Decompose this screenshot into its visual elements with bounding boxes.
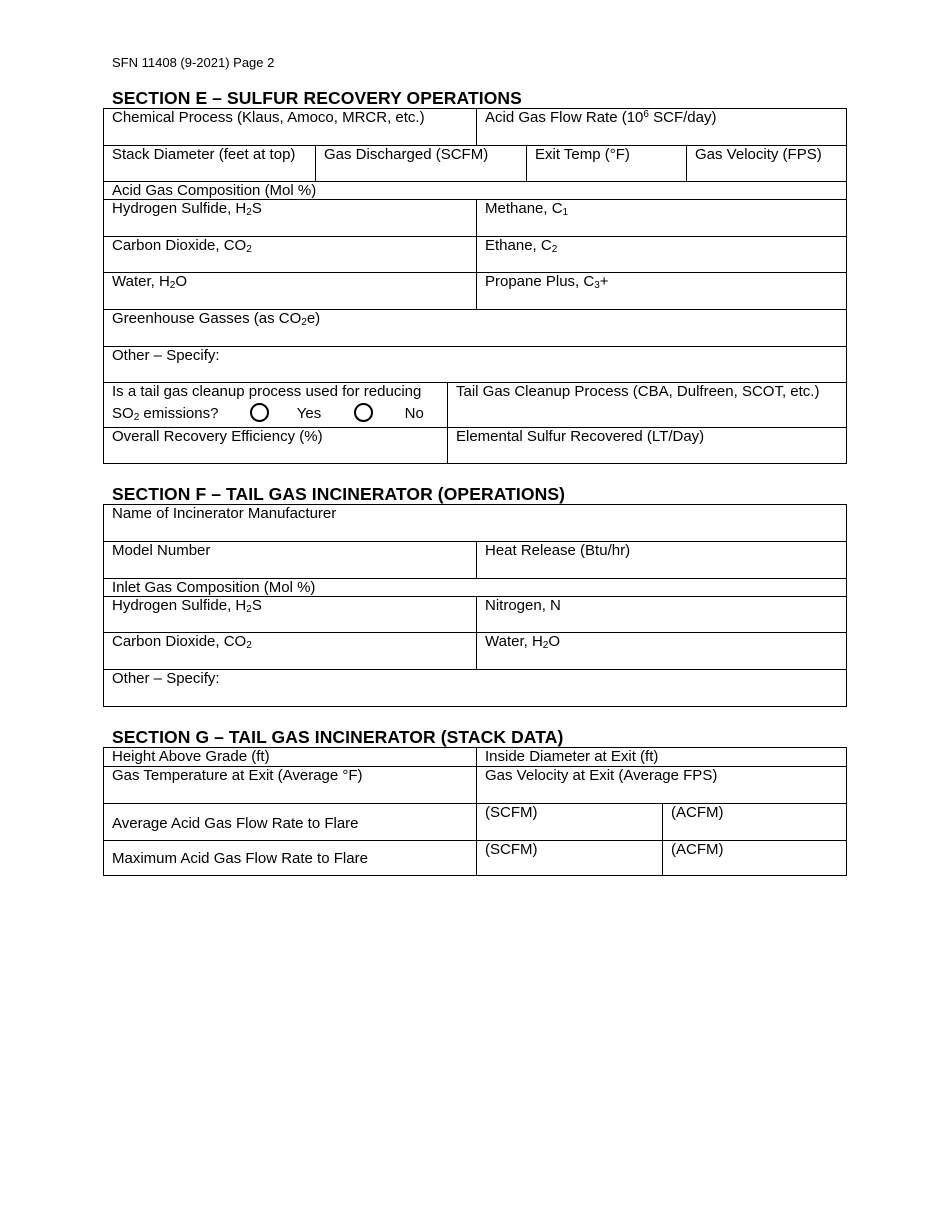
row-incinerator-other: [104, 669, 846, 706]
row-inlet-composition: [104, 578, 846, 597]
exit-temp-label: Exit Temp (°F): [535, 146, 630, 163]
carbon-dioxide-label: Carbon Dioxide, $CO_2$: [112, 237, 252, 255]
incinerator-co2-field[interactable]: [104, 633, 476, 670]
manufacturer-label: Name of Incinerator Manufacturer: [112, 505, 337, 522]
model-number-label: Model Number: [112, 542, 211, 559]
so2-emissions-label: $SO_2$ emissions?: [112, 405, 219, 423]
elemental-sulfur-field[interactable]: [447, 428, 846, 463]
height-above-grade-label: Height Above Grade (ft): [112, 748, 270, 765]
so2-emissions-line: [112, 403, 424, 423]
maximum-flow-acfm-label: (ACFM): [671, 841, 724, 858]
gas-temperature-field[interactable]: [104, 767, 476, 804]
incinerator-other-field[interactable]: [104, 670, 846, 706]
row-h2s-nitrogen: [104, 596, 846, 633]
gas-discharged-label: Gas Discharged (SCFM): [324, 146, 489, 163]
greenhouse-gasses-field[interactable]: [104, 310, 846, 347]
row-greenhouse: [104, 309, 846, 347]
chemical-process-label: Chemical Process (Klaus, Amoco, MRCR, etc.): [112, 109, 425, 126]
no-label: No: [404, 405, 424, 422]
incinerator-h2s-field[interactable]: [104, 597, 476, 633]
other-specify-field[interactable]: [104, 347, 846, 383]
section-g-form: [103, 747, 847, 876]
ethane-label: Ethane, $C_2$: [485, 237, 558, 255]
stack-diameter-label: Stack Diameter (feet at top): [112, 146, 296, 163]
row-h2s-methane: [104, 199, 846, 237]
row-maximum-flow: [104, 840, 846, 875]
other-specify-label: Other – Specify:: [112, 347, 220, 364]
maximum-flow-acfm-field[interactable]: [662, 841, 846, 875]
methane-field[interactable]: [476, 200, 846, 237]
greenhouse-gasses-label: Greenhouse Gasses (as $CO_2e$): [112, 310, 321, 328]
yes-radio[interactable]: [250, 403, 269, 422]
average-flow-label-cell: [104, 804, 476, 841]
nitrogen-label: Nitrogen, N: [485, 597, 561, 614]
row-height-diameter: [104, 748, 846, 766]
row-manufacturer: [104, 505, 846, 541]
inlet-gas-composition-heading: Inlet Gas Composition (Mol %): [112, 579, 316, 596]
row-water-propane: [104, 272, 846, 310]
maximum-flow-scfm-field[interactable]: [476, 841, 662, 875]
incinerator-h2s-label: Hydrogen Sulfide, $H_2S$: [112, 597, 262, 615]
row-average-flow: [104, 803, 846, 841]
gas-temperature-label: Gas Temperature at Exit (Average °F): [112, 767, 363, 784]
inside-diameter-field[interactable]: [476, 748, 846, 766]
height-above-grade-field[interactable]: [104, 748, 476, 766]
row-temp-velocity: [104, 766, 846, 804]
methane-label: Methane, $C_1$: [485, 200, 569, 218]
carbon-dioxide-field[interactable]: [104, 237, 476, 273]
row-chemical-process: [104, 109, 846, 145]
chemical-process-field[interactable]: [104, 109, 476, 145]
row-acid-gas-composition: [104, 181, 846, 200]
exit-temp-field[interactable]: [526, 146, 686, 182]
maximum-flow-scfm-label: (SCFM): [485, 841, 538, 858]
incinerator-water-label: Water, $H_2O$: [485, 633, 561, 651]
row-recovery: [104, 427, 846, 463]
average-flow-label: Average Acid Gas Flow Rate to Flare: [112, 814, 359, 832]
incinerator-co2-label: Carbon Dioxide, $CO_2$: [112, 633, 252, 651]
maximum-flow-label-cell: [104, 841, 476, 875]
exit-velocity-label: Gas Velocity at Exit (Average FPS): [485, 767, 718, 784]
acid-gas-composition-heading: Acid Gas Composition (Mol %): [112, 182, 317, 199]
row-co2-ethane: [104, 236, 846, 273]
propane-label: Propane Plus, $C_3+$: [485, 273, 609, 291]
section-e-title: SECTION E – SULFUR RECOVERY OPERATIONS: [112, 88, 522, 108]
overall-recovery-field[interactable]: [104, 428, 447, 463]
exit-velocity-field[interactable]: [476, 767, 846, 804]
incinerator-water-field[interactable]: [476, 633, 846, 670]
acid-gas-flow-label: Acid Gas Flow Rate ($10^6$ SCF/day): [485, 109, 717, 126]
incinerator-other-label: Other – Specify:: [112, 670, 220, 687]
water-field[interactable]: [104, 273, 476, 310]
manufacturer-field[interactable]: [104, 505, 846, 541]
tail-gas-question-label: Is a tail gas cleanup process used for reducing: [112, 383, 422, 400]
row-other: [104, 346, 846, 383]
overall-recovery-label: Overall Recovery Efficiency (%): [112, 428, 323, 445]
form-id: SFN 11408 (9-2021) Page 2: [112, 55, 275, 70]
gas-velocity-label: Gas Velocity (FPS): [695, 146, 822, 163]
row-tail-gas: [104, 382, 846, 428]
average-flow-scfm-field[interactable]: [476, 804, 662, 841]
ethane-field[interactable]: [476, 237, 846, 273]
gas-discharged-field[interactable]: [315, 146, 526, 182]
section-g-title: SECTION G – TAIL GAS INCINERATOR (STACK DATA): [112, 727, 564, 747]
acid-gas-flow-field[interactable]: [476, 109, 846, 145]
row-model-heat: [104, 541, 846, 579]
hydrogen-sulfide-label: Hydrogen Sulfide, $H_2S$: [112, 200, 262, 218]
section-e-form: [103, 108, 847, 464]
water-label: Water, $H_2O$: [112, 273, 188, 291]
nitrogen-field[interactable]: [476, 597, 846, 633]
tail-gas-process-field[interactable]: [447, 383, 846, 428]
tail-gas-question-cell: [104, 383, 447, 428]
inside-diameter-label: Inside Diameter at Exit (ft): [485, 748, 659, 765]
hydrogen-sulfide-field[interactable]: [104, 200, 476, 237]
section-f-title: SECTION F – TAIL GAS INCINERATOR (OPERATIONS): [112, 484, 566, 504]
no-radio[interactable]: [354, 403, 373, 422]
heat-release-field[interactable]: [476, 542, 846, 579]
average-flow-scfm-label: (SCFM): [485, 804, 538, 821]
stack-diameter-field[interactable]: [104, 146, 315, 182]
average-flow-acfm-label: (ACFM): [671, 804, 724, 821]
elemental-sulfur-label: Elemental Sulfur Recovered (LT/Day): [456, 428, 705, 445]
gas-velocity-field[interactable]: [686, 146, 846, 182]
row-co2-water: [104, 632, 846, 670]
maximum-flow-label: Maximum Acid Gas Flow Rate to Flare: [112, 850, 368, 867]
heat-release-label: Heat Release (Btu/hr): [485, 542, 631, 559]
average-flow-acfm-field[interactable]: [662, 804, 846, 841]
tail-gas-process-label: Tail Gas Cleanup Process (CBA, Dulfreen, SCOT, etc.): [456, 383, 820, 400]
yes-label: Yes: [296, 405, 322, 422]
section-f-form: [103, 504, 847, 707]
propane-field[interactable]: [476, 273, 846, 310]
row-stack: [104, 145, 846, 182]
model-number-field[interactable]: [104, 542, 476, 579]
